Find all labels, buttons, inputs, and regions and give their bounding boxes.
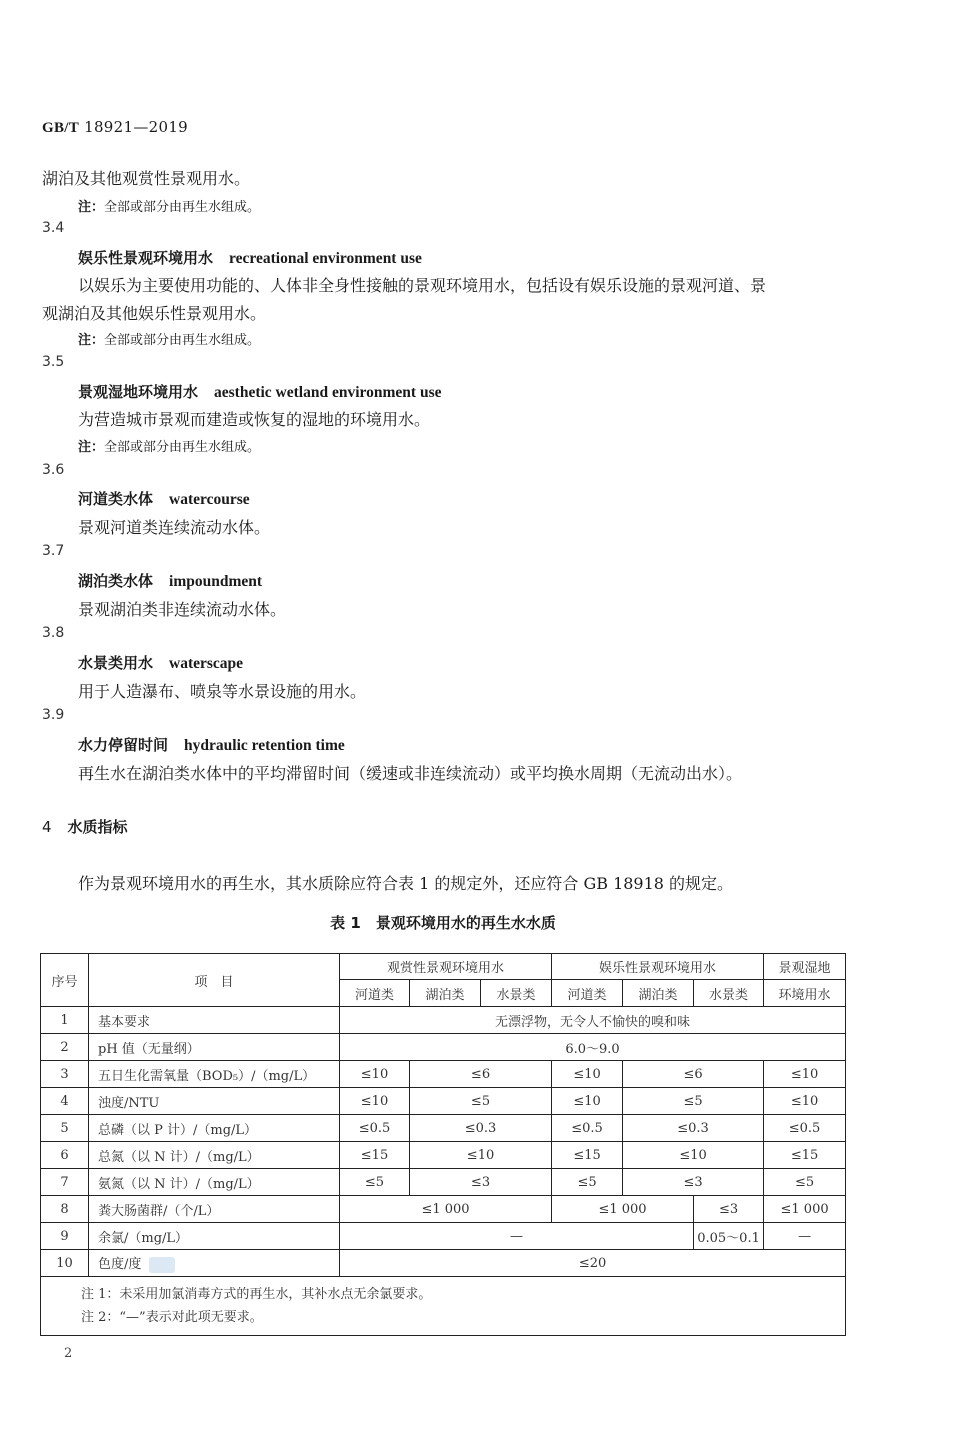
cell-value: ≤20	[340, 1250, 846, 1277]
cell-value: ≤10	[552, 1061, 623, 1088]
cell-seq: 2	[41, 1034, 89, 1061]
table-row	[41, 1169, 846, 1196]
cell-value: ≤10	[764, 1088, 846, 1115]
cell-item: 浊度/NTU	[89, 1088, 340, 1115]
header-wetland-2: 环境用水	[764, 980, 846, 1007]
term-definition: 为营造城市景观而建造或恢复的湿地的环境用水。	[78, 410, 431, 429]
cell-value: —	[764, 1223, 846, 1250]
cell-item: 氨氮（以 N 计）/（mg/L）	[89, 1169, 340, 1196]
cell-seq: 7	[41, 1169, 89, 1196]
cell-seq: 8	[41, 1196, 89, 1223]
term-number: 3.9	[42, 707, 65, 723]
term-number: 3.8	[42, 625, 65, 641]
table-row	[41, 1142, 846, 1169]
cell-item: 总磷（以 P 计）/（mg/L）	[89, 1115, 340, 1142]
term-title: 景观湿地环境用水 aesthetic wetland environment use	[78, 383, 442, 401]
table-notes	[41, 1277, 846, 1336]
table-row	[41, 1115, 846, 1142]
standard-header: GB/T 18921—2019	[42, 118, 189, 136]
cell-value: ≤5	[340, 1169, 410, 1196]
table-row	[41, 1034, 846, 1061]
cell-seq: 5	[41, 1115, 89, 1142]
subheader-cell: 水景类	[481, 980, 552, 1007]
cell-item: 色度/度	[89, 1250, 340, 1277]
cell-seq: 10	[41, 1250, 89, 1277]
cell-value: —	[340, 1223, 694, 1250]
cell-value: ≤3	[410, 1169, 552, 1196]
header-ornamental: 观赏性景观环境用水	[340, 954, 552, 980]
table-row	[41, 1088, 846, 1115]
term-definition: 以娱乐为主要使用功能的、人体非全身性接触的景观环境用水，包括设有娱乐设施的景观河道、景	[78, 276, 767, 295]
table-note: 注 1：未采用加氯消毒方式的再生水，其补水点无余氯要求。	[81, 1287, 432, 1302]
term-title: 水力停留时间 hydraulic retention time	[78, 736, 345, 754]
cell-value: 0.05～0.1	[694, 1223, 764, 1250]
table-row	[41, 1061, 846, 1088]
water-quality-table	[40, 953, 846, 1336]
term-title: 湖泊类水体 impoundment	[78, 572, 263, 590]
term-definition: 再生水在湖泊类水体中的平均滞留时间（缓速或非连续流动）或平均换水周期（无流动出水）。	[78, 764, 743, 783]
header-seq: 序号	[41, 954, 89, 1007]
cell-value: ≤1 000	[340, 1196, 552, 1223]
table-row	[41, 1196, 846, 1223]
cell-item: pH 值（无量纲）	[89, 1034, 340, 1061]
cell-value: ≤0.5	[340, 1115, 410, 1142]
subheader-cell: 湖泊类	[623, 980, 694, 1007]
intro-line: 湖泊及其他观赏性景观用水。	[42, 169, 251, 188]
term-definition: 用于人造瀑布、喷泉等水景设施的用水。	[78, 682, 367, 701]
cell-item: 余氯/（mg/L）	[89, 1223, 340, 1250]
cell-value: ≤15	[340, 1142, 410, 1169]
section-paragraph: 作为景观环境用水的再生水，其水质除应符合表 1 的规定外，还应符合 GB 18918 的规定。	[78, 874, 734, 893]
cell-value: ≤0.3	[410, 1115, 552, 1142]
cell-value: ≤10	[623, 1142, 764, 1169]
header-item: 项 目	[89, 954, 340, 1007]
cell-value: ≤0.5	[764, 1115, 846, 1142]
cell-seq: 1	[41, 1007, 89, 1034]
note: 注：全部或部分由再生水组成。	[78, 333, 261, 348]
term-definition: 景观湖泊类非连续流动水体。	[78, 600, 287, 619]
subheader-cell: 河道类	[340, 980, 410, 1007]
cell-item: 五日生化需氧量（BOD₅）/（mg/L）	[89, 1061, 340, 1088]
cell-seq: 4	[41, 1088, 89, 1115]
term-title: 河道类水体 watercourse	[78, 490, 250, 508]
cell-value: ≤10	[552, 1088, 623, 1115]
header-wetland-1: 景观湿地	[764, 954, 846, 980]
table-row	[41, 1007, 846, 1034]
cell-value: ≤15	[764, 1142, 846, 1169]
term-title: 水景类用水 waterscape	[78, 654, 244, 672]
table-notes-row	[41, 1277, 846, 1336]
cell-value: ≤3	[694, 1196, 764, 1223]
note: 注：全部或部分由再生水组成。	[78, 200, 261, 215]
term-definition: 景观河道类连续流动水体。	[78, 518, 271, 537]
cell-value: ≤10	[340, 1088, 410, 1115]
subheader-cell: 水景类	[694, 980, 764, 1007]
cell-value: ≤15	[552, 1142, 623, 1169]
cell-value: ≤6	[410, 1061, 552, 1088]
note: 注：全部或部分由再生水组成。	[78, 440, 261, 455]
cell-seq: 9	[41, 1223, 89, 1250]
table-caption: 表 1 景观环境用水的再生水水质	[330, 914, 556, 932]
cell-seq: 6	[41, 1142, 89, 1169]
term-title: 娱乐性景观环境用水 recreational environment use	[78, 249, 422, 267]
page-number: 2	[64, 1346, 73, 1361]
term-number: 3.6	[42, 462, 65, 478]
watermark-icon	[149, 1257, 175, 1273]
cell-value: ≤1 000	[764, 1196, 846, 1223]
table-row	[41, 1250, 846, 1277]
subheader-cell: 河道类	[552, 980, 623, 1007]
term-definition: 观湖泊及其他娱乐性景观用水。	[42, 304, 267, 323]
cell-item: 粪大肠菌群/（个/L）	[89, 1196, 340, 1223]
cell-value: ≤10	[340, 1061, 410, 1088]
term-number: 3.4	[42, 220, 65, 236]
cell-value: ≤10	[410, 1142, 552, 1169]
cell-value: ≤5	[623, 1088, 764, 1115]
term-number: 3.7	[42, 543, 65, 559]
subheader-cell: 湖泊类	[410, 980, 481, 1007]
header-recreational: 娱乐性景观环境用水	[552, 954, 764, 980]
cell-seq: 3	[41, 1061, 89, 1088]
table-row	[41, 1223, 846, 1250]
cell-value: ≤3	[623, 1169, 764, 1196]
table-note: 注 2：“—”表示对此项无要求。	[81, 1310, 263, 1325]
cell-value: ≤5	[552, 1169, 623, 1196]
cell-item: 总氮（以 N 计）/（mg/L）	[89, 1142, 340, 1169]
term-number: 3.5	[42, 354, 65, 370]
cell-value: ≤10	[764, 1061, 846, 1088]
table-header-row	[41, 954, 846, 980]
cell-value: ≤1 000	[552, 1196, 694, 1223]
cell-value: ≤6	[623, 1061, 764, 1088]
cell-value: ≤0.5	[552, 1115, 623, 1142]
cell-value: ≤0.3	[623, 1115, 764, 1142]
cell-value: 无漂浮物，无令人不愉快的嗅和味	[340, 1007, 846, 1034]
cell-value: ≤5	[410, 1088, 552, 1115]
cell-value: 6.0～9.0	[340, 1034, 846, 1061]
cell-value: ≤5	[764, 1169, 846, 1196]
cell-item: 基本要求	[89, 1007, 340, 1034]
section-heading: 4 水质指标	[42, 818, 128, 836]
